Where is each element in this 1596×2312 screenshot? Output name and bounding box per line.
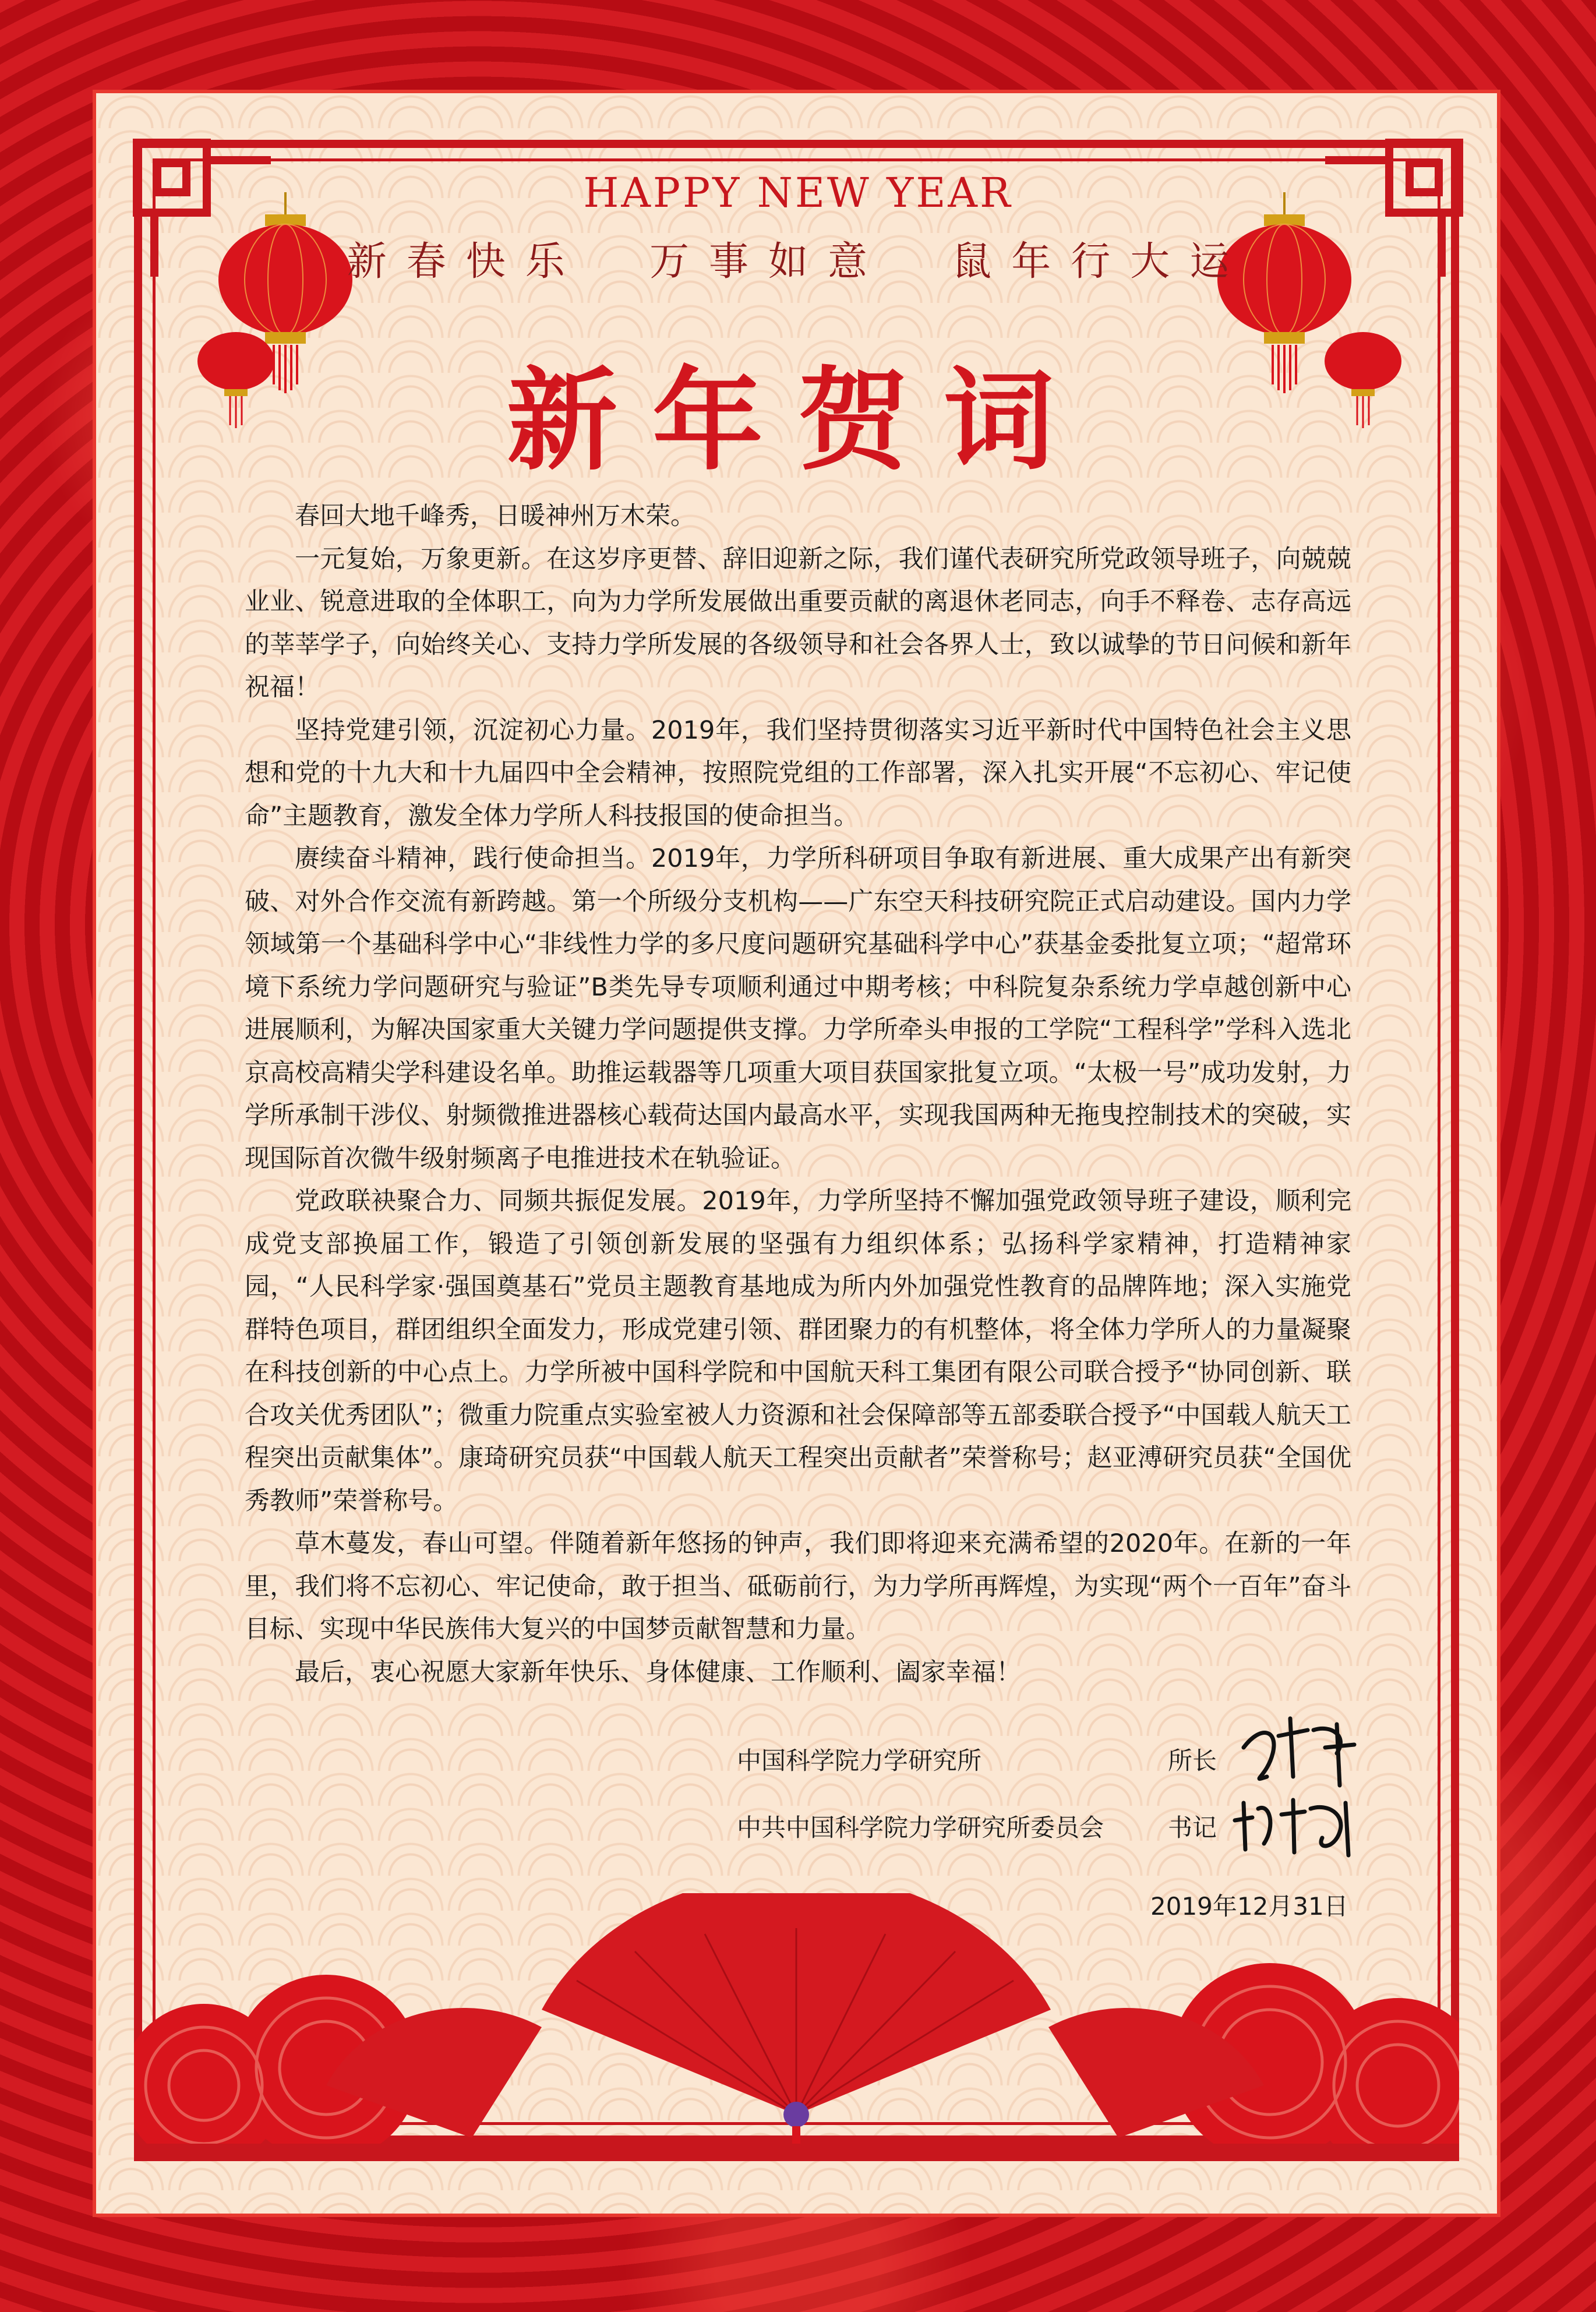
- paragraph: 一元复始，万象更新。在这岁序更替、辞旧迎新之际，我们谨代表研究所党政领导班子，向兢兢业业、锐意进取的全体职工，向为力学所发展做出重要贡献的离退休老同志，向手不释卷、志存高远的莘莘学子，向始终关心、支持力学所发展的各级领导和社会各界人士，致以诚挚的节日问候和新年祝福！: [245, 544, 1351, 702]
- paragraph: 草木蔓发，春山可望。伴随着新年悠扬的钟声，我们即将迎来充满希望的2020年。在新的一年里，我们将不忘初心、牢记使命，敢于担当、砥砺前行，为力学所再辉煌，为实现“两个一百年”奋斗目标、实现中华民族伟大复兴的中国梦贡献智慧和力量。: [245, 1529, 1351, 1644]
- signatory-org-2: 中共中国科学院力学研究所委员会: [737, 1813, 1104, 1842]
- letter-body: [245, 495, 1351, 1694]
- handwritten-signature-1: [1238, 1713, 1360, 1802]
- page-title: 新年贺词: [506, 355, 1089, 485]
- handwritten-signature-2: [1229, 1791, 1363, 1875]
- happy-new-year-heading: HAPPY NEW YEAR: [583, 169, 1013, 217]
- fan-and-wave-decoration: [134, 1893, 1459, 2161]
- paragraph: 党政联袂聚合力、同频共振促发展。2019年，力学所坚持不懈加强党政领导班子建设，顺利完成党支部换届工作，锻造了引领创新发展的坚强有力组织体系；弘扬科学家精神，打造精神家园，“人民科学家·强国奠基石”党员主题教育基地成为所内外加强党性教育的品牌阵地；深入实施党群特色项目，群团组织全面发力，形成党建引领、群团聚力的有机整体，将全体力学所人的力量凝聚在科技创新的中心点上。力学所被中国科学院和中国航天科工集团有限公司联合授予“协同创新、联合攻关优秀团队”；微重力院重点实验室被人力资源和社会保障部等五部委联合授予“中国载人航天工程突出贡献集体”。康琦研究员获“中国载人航天工程突出贡献者”荣誉称号；赵亚溥研究员获“全国优秀教师”荣誉称号。: [245, 1187, 1351, 1516]
- paragraph: 最后，衷心祝愿大家新年快乐、身体健康、工作顺利、阖家幸福！: [295, 1657, 1021, 1687]
- greeting-line: 新春快乐 万事如意 鼠年行大运: [347, 239, 1249, 285]
- paragraph: 赓续奋斗精神，践行使命担当。2019年，力学所科研项目争取有新进展、重大成果产出有新突破、对外合作交流有新跨越。第一个所级分支机构——广东空天科技研究院正式启动建设。国内力学领域第一个基础科学中心“非线性力学的多尺度问题研究基础科学中心”获基金委批复立项；“超常环境下系统力学问题研究与验证”B类先导专项顺利通过中期考核；中科院复杂系统力学卓越创新中心进展顺利，为解决国家重大关键力学问题提供支撑。力学所牵头申报的工学院“工程科学”学科入选北京高校高精尖学科建设名单。助推运载器等几项重大项目获国家批复立项。“太极一号”成功发射，力学所承制干涉仪、射频微推进器核心载荷达国内最高水平，实现我国两种无拖曳控制技术的突破，实现国际首次微牛级射频离子电推进技术在轨验证。: [245, 844, 1351, 1173]
- signatory-role-1: 所长: [1168, 1746, 1217, 1775]
- signatory-org-1: 中国科学院力学研究所: [737, 1746, 982, 1775]
- paragraph: 坚持党建引领，沉淀初心力量。2019年，我们坚持贯彻落实习近平新时代中国特色社会主义思想和党的十九大和十九届四中全会精神，按照院党组的工作部署，深入扎实开展“不忘初心、牢记使命”主题教育，激发全体力学所人科技报国的使命担当。: [245, 715, 1351, 831]
- paragraph: 春回大地千峰秀，日暖神州万木荣。: [295, 502, 695, 531]
- letter-date: 2019年12月31日: [1150, 1892, 1348, 1921]
- signatory-role-2: 书记: [1168, 1813, 1217, 1842]
